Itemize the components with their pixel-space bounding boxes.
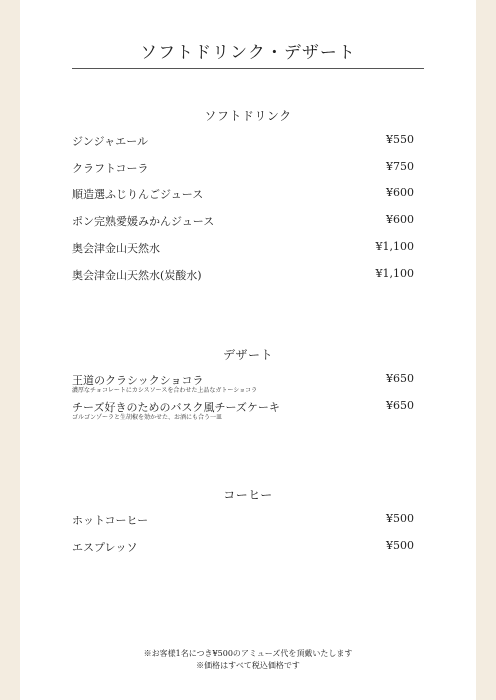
menu-item-price: ¥1,100 <box>375 267 414 280</box>
menu-item-price: ¥600 <box>386 213 414 226</box>
menu-item-name: ジンジャエール <box>72 135 149 148</box>
menu-item <box>72 160 414 178</box>
menu-item <box>72 399 414 421</box>
menu-item-description: ゴルゴンゾーラと生胡椒を効かせた、お酒にも合う一皿 <box>72 414 223 421</box>
menu-item-name: エスプレッソ <box>72 541 138 554</box>
menu-item-price: ¥750 <box>386 160 414 173</box>
menu-item-price: ¥550 <box>386 133 414 146</box>
menu-item <box>72 240 414 258</box>
menu-item-price: ¥650 <box>386 399 414 412</box>
menu-item-name: 奥会津金山天然水(炭酸水) <box>72 269 202 282</box>
menu-item-name: ホットコーヒー <box>72 514 149 527</box>
section-title-soft-drinks: ソフトドリンク <box>204 109 292 123</box>
menu-item-name: チーズ好きのためのバスク風チーズケーキ <box>72 401 280 414</box>
menu-item-price: ¥500 <box>386 539 414 552</box>
menu-item <box>72 213 414 231</box>
menu-page <box>20 0 476 700</box>
footer-note-amuse: ※お客様1名につき¥500のアミューズ代を頂戴いたします <box>143 649 353 658</box>
menu-item <box>72 133 414 151</box>
menu-item <box>72 372 414 394</box>
menu-item <box>72 539 414 557</box>
menu-item-name: 王道のクラシックショコラ <box>72 374 204 387</box>
menu-item-name: 順造選ふじりんごジュース <box>72 188 204 201</box>
page-title: ソフトドリンク・デザート <box>140 43 356 63</box>
menu-item <box>72 512 414 530</box>
footer-note-tax: ※価格はすべて税込価格です <box>196 661 300 670</box>
section-title-coffee: コーヒー <box>223 488 273 502</box>
section-title-desserts: デザート <box>222 348 273 362</box>
menu-item-price: ¥650 <box>386 372 414 385</box>
menu-item <box>72 267 414 285</box>
menu-item <box>72 186 414 204</box>
menu-item-price: ¥1,100 <box>375 240 414 253</box>
menu-item-name: クラフトコーラ <box>72 162 149 175</box>
menu-item-name: ポン完熟愛媛みかんジュース <box>72 215 215 228</box>
menu-item-price: ¥500 <box>386 512 414 525</box>
title-divider <box>72 68 424 69</box>
menu-item-name: 奥会津金山天然水 <box>72 242 160 255</box>
menu-item-description: 濃厚なチョコレートにカシスソースを合わせた上品なガトーショコラ <box>72 387 258 394</box>
menu-item-price: ¥600 <box>386 186 414 199</box>
